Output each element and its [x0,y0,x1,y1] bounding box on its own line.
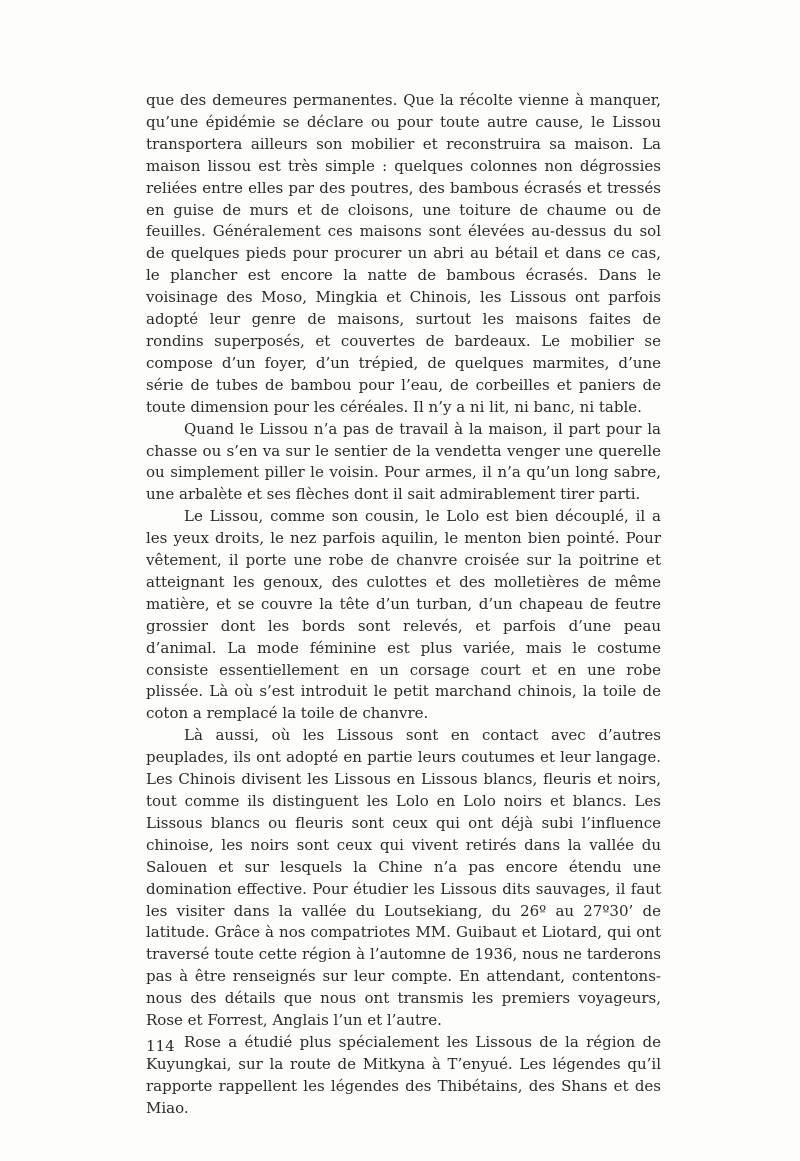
body-text [146,90,661,1120]
paragraph-2: Quand le Lissou n’a pas de travail à la maison, il part pour la chasse ou s’en va sur le sentier de la vendetta venger une querelle ou simplement piller le voisin. Pour armes, il n’a qu’un long sabre, une arbalète et ses flèches dont il sait admirablement tirer parti. [146,419,661,504]
paragraph-5: Rose a étudié plus spécialement les Lissous de la région de Kuyungkai, sur la route de Mitkyna à T’enyué. Les légendes qu’il rapporte rappellent les légendes des Thibétains, des Shans et des Miao. [146,1032,661,1117]
paragraph-4: Là aussi, où les Lissous sont en contact avec d’autres peuplades, ils ont adopté en partie leurs coutumes et leur langage. Les Chinois divisent les Lissous en Lissous blancs, fleuris et noirs, tout comme ils distinguent les Lolo en Lolo noirs et blancs. Les Lissous blancs ou fleuris sont ceux qui ont déjà subi l’influence chinoise, les noirs sont ceux qui vivent retirés dans la vallée du Salouen et sur lesquels la Chine n’a pas encore étendu une domination effective. Pour étudier les Lissous dits sauvages, il faut les visiter dans la vallée du Loutsekiang, du 26º au 27º30’ de latitude. Grâce à nos compatriotes MM. Guibaut et Liotard, qui ont traversé toute cette région à l’automne de 1936, nous ne tarderons pas à être renseignés sur leur compte. En attendant, contentons-nous des détails que nous ont transmis les premiers voyageurs, Rose et Forrest, Anglais l’un et l’autre. [146,726,661,1030]
paragraph-3: Le Lissou, comme son cousin, le Lolo est bien découplé, il a les yeux droits, le nez parfois aquilin, le menton bien pointé. Pour vêtement, il porte une robe de chanvre croisée sur la poitrine et atteignant les genoux, des culottes et des molletières de même matière, et se couvre la tête d’un turban, d’un chapeau de feutre grossier dont les bords sont relevés, et parfois d’une peau d’animal. La mode féminine est plus variée, mais le costume consiste essentiellement en un corsage court et en une robe plissée. Là où s’est introduit le petit marchand chinois, la toile de coton a remplacé la toile de chanvre. [146,507,661,723]
page-number: 114 [146,1037,175,1055]
paragraph-1: que des demeures permanentes. Que la récolte vienne à manquer, qu’une épidémie se déclare ou pour toute autre cause, le Lissou transportera ailleurs son mobilier et reconstruira sa maison. La maison lissou est très simple : quelques colonnes non dégrossies reliées entre elles par des poutres, des bambous écrasés et tressés en guise de murs et de cloisons, une toiture de chaume ou de feuilles. Généralement ces maisons sont élevées au-dessus du sol de quelques pieds pour procurer un abri au bétail et dans ce cas, le plancher est encore la natte de bambous écrasés. Dans le voisinage des Moso, Mingkia et Chinois, les Lissous ont parfois adopté leur genre de maisons, surtout les maisons faites de rondins superposés, et couvertes de bardeaux. Le mobilier se compose d’un foyer, d’un trépied, de quelques marmites, d’une série de tubes de bambou pour l’eau, de corbeilles et paniers de toute dimension pour les céréales. Il n’y a ni lit, ni banc, ni table. [146,91,661,416]
